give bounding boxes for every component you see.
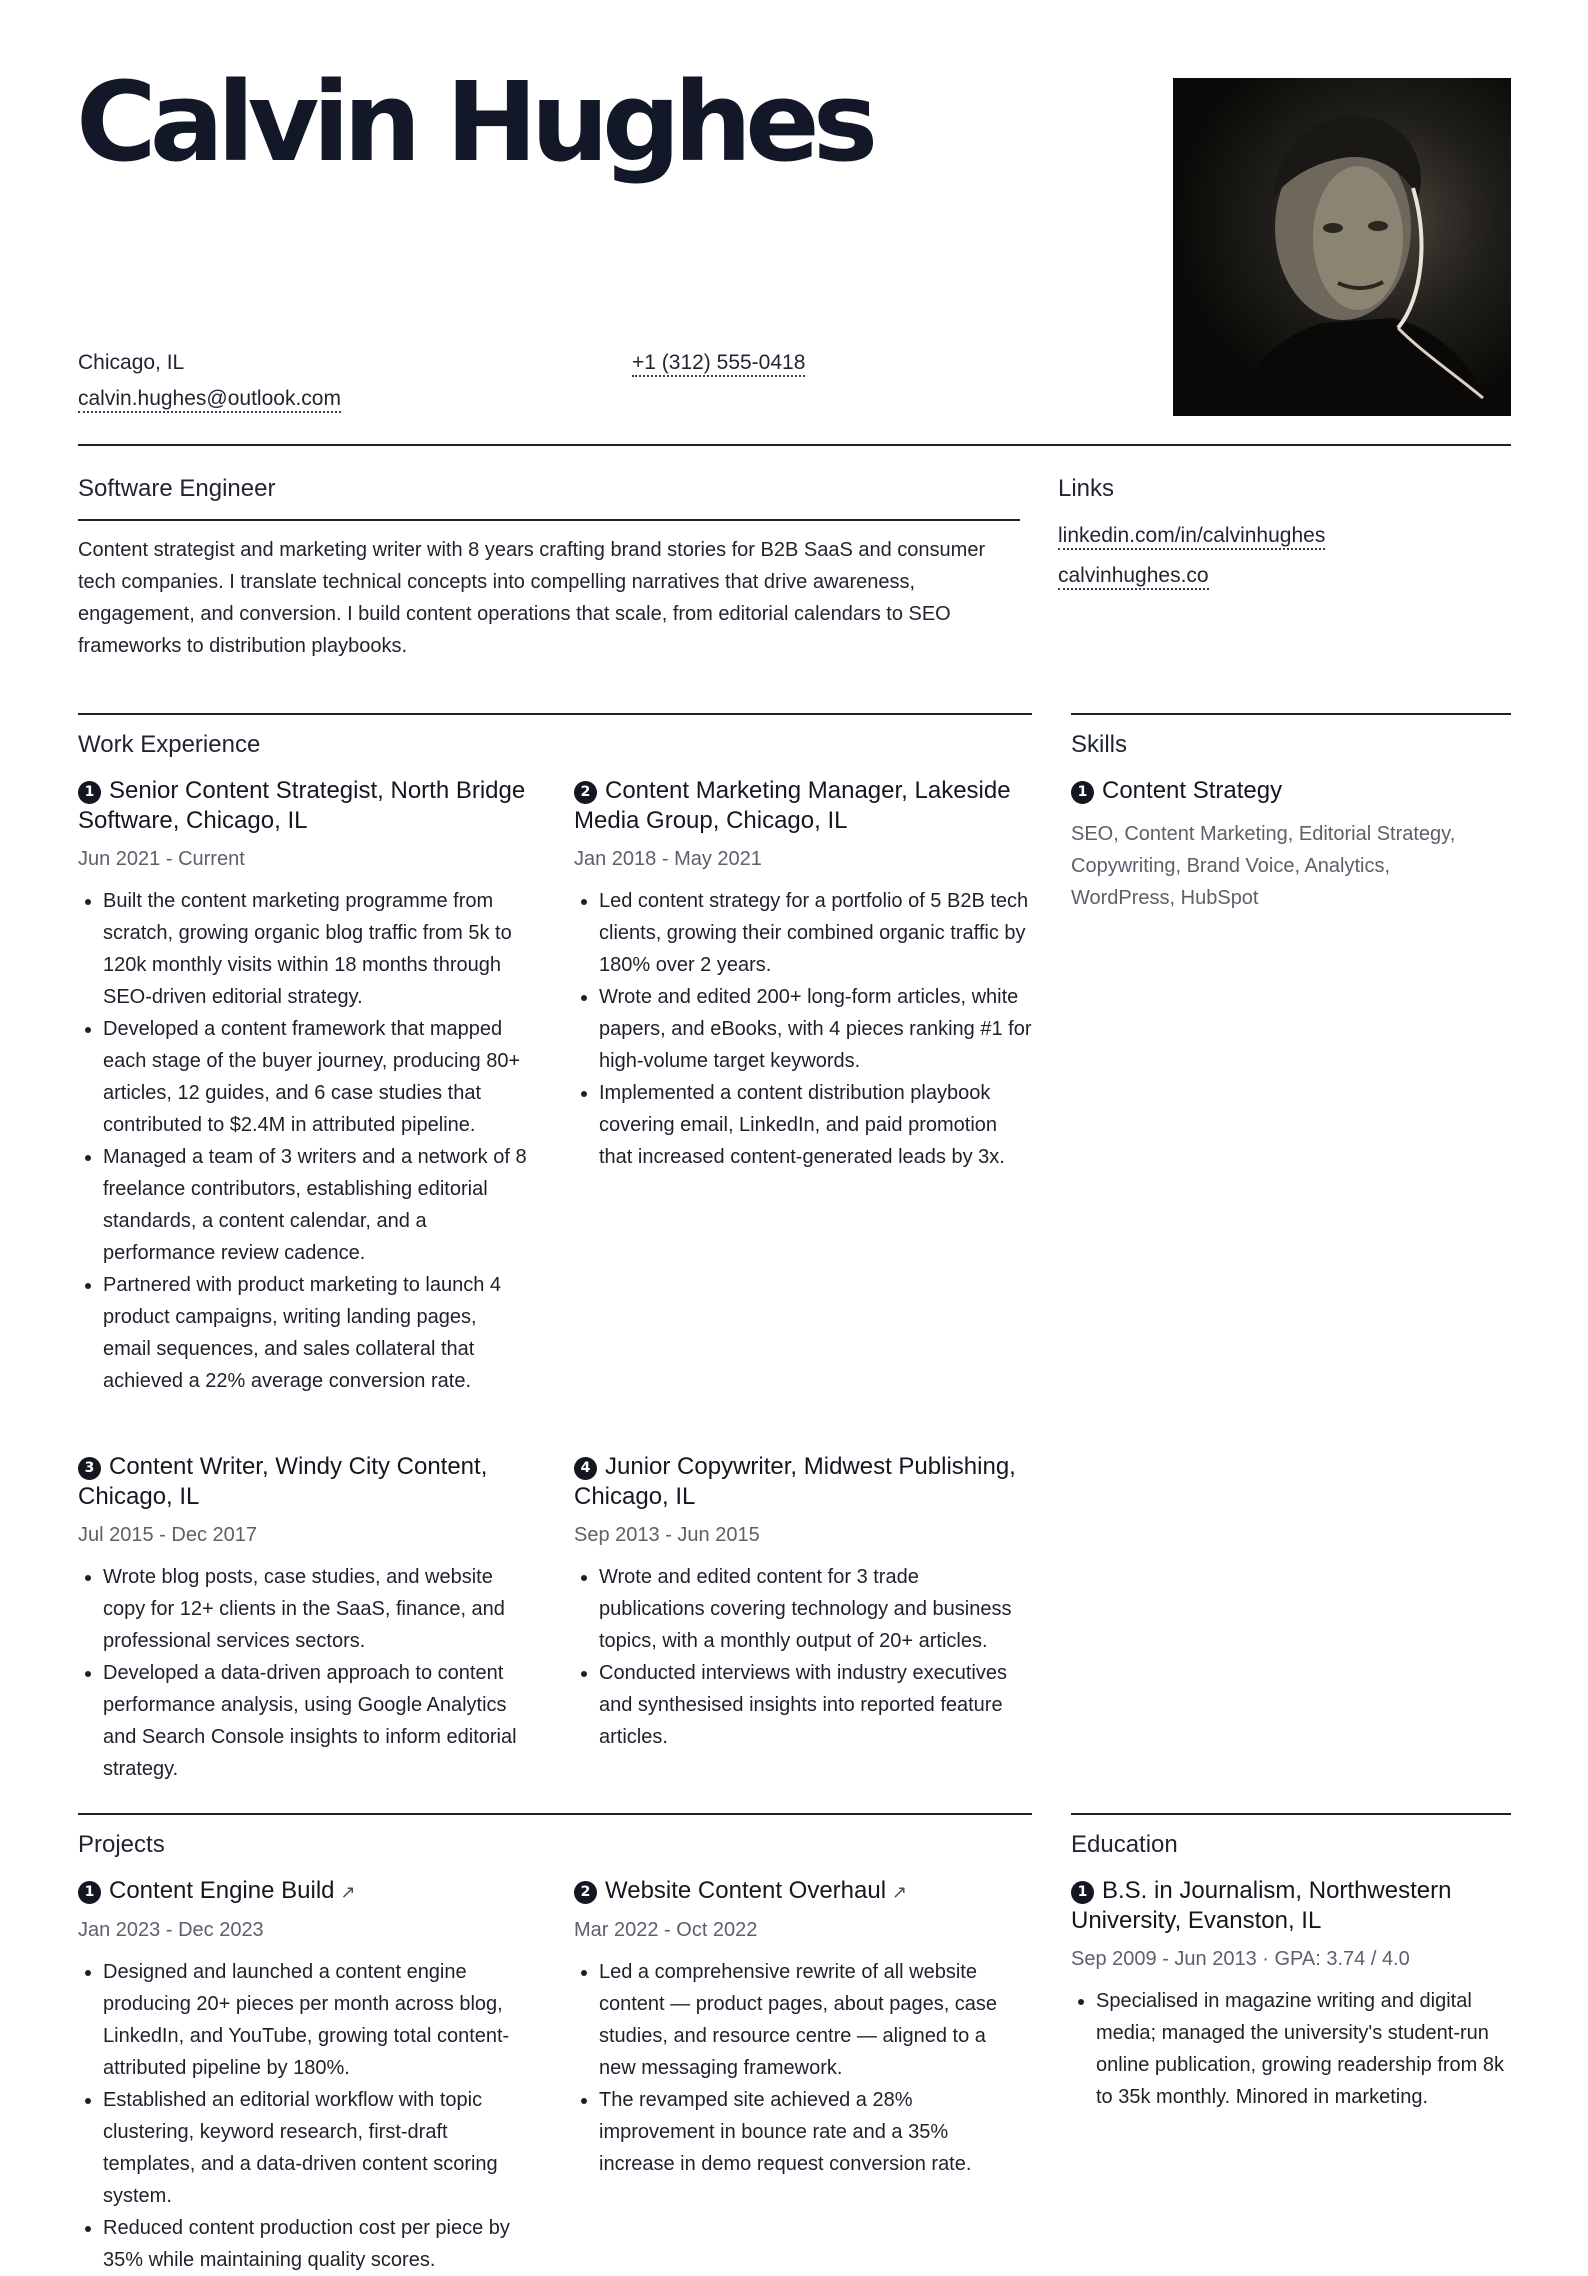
contact-location: Chicago, IL xyxy=(78,351,185,374)
job-entry xyxy=(78,1452,528,1785)
skills-divider xyxy=(1071,713,1511,715)
bullet-item: • Established an editorial workflow with topic clustering, keyword research, first-draft templates, and a data-driven content scoring system. xyxy=(103,2084,528,2212)
project-bullets xyxy=(574,1956,1024,2180)
work-divider xyxy=(78,713,1032,715)
external-link-icon[interactable]: ↗ xyxy=(340,1882,356,1902)
projects-heading: Projects xyxy=(78,1831,165,1858)
bullet-item: • Specialised in magazine writing and digital media; managed the university's student-run online publication, growing readership from 8k to 35k monthly. Minored in marketing. xyxy=(1096,1985,1511,2113)
education-bullets xyxy=(1071,1985,1511,2113)
bullet-item: • Wrote blog posts, case studies, and website copy for 12+ clients in the SaaS, finance, and professional services sectors. xyxy=(103,1561,528,1657)
number-badge: 1 xyxy=(78,781,101,804)
email-link[interactable]: calvin.hughes@outlook.com xyxy=(78,387,341,413)
project-title[interactable]: 2 Website Content Overhaul ↗ xyxy=(574,1876,1024,1907)
project-bullets xyxy=(78,1956,528,2276)
project-dates: Mar 2022 - Oct 2022 xyxy=(574,1919,758,1941)
job-bullets xyxy=(78,1561,528,1785)
job-title: 4 Junior Copywriter, Midwest Publishing, Chicago, IL xyxy=(574,1453,1016,1510)
candidate-name: Calvin Hughes xyxy=(76,58,872,186)
job-entry xyxy=(574,776,1034,1173)
links-item-website[interactable] xyxy=(1058,564,1209,588)
job-dates: Jan 2018 - May 2021 xyxy=(574,848,762,870)
job-title: 3 Content Writer, Windy City Content, Chicago, IL xyxy=(78,1453,488,1510)
bullet-item: • Wrote and edited content for 3 trade publications covering technology and business topics, with a monthly output of 20+ articles. xyxy=(599,1561,1024,1657)
bullet-item: • Implemented a content distribution playbook covering email, LinkedIn, and paid promotion that increased content-generated leads by 3x. xyxy=(599,1077,1034,1173)
bullet-item: • Partnered with product marketing to launch 4 product campaigns, writing landing pages, email sequences, and sales collateral that achieved a 22% average conversion rate. xyxy=(103,1269,528,1397)
linkedin-link[interactable]: linkedin.com/in/calvinhughes xyxy=(1058,524,1325,550)
job-dates: Sep 2013 - Jun 2015 xyxy=(574,1524,760,1546)
bullet-item: • Led content strategy for a portfolio of 5 B2B tech clients, growing their combined organic traffic by 180% over 2 years. xyxy=(599,885,1034,981)
bullet-item: • Led a comprehensive rewrite of all website content — product pages, about pages, case studies, and resource centre — aligned to a new messaging framework. xyxy=(599,1956,1024,2084)
number-badge: 3 xyxy=(78,1457,101,1480)
summary-text: Content strategist and marketing writer with 8 years crafting brand stories for B2B SaaS and consumer tech companies. I translate technical concepts into compelling narratives that drive awareness, engagement, and conversion. I build content operations that scale, from editorial calendars to SEO frameworks to distribution playbooks. xyxy=(78,539,986,657)
skill-list: SEO, Content Marketing, Editorial Strategy, Copywriting, Brand Voice, Analytics, WordPress, HubSpot xyxy=(1071,823,1456,909)
skill-group xyxy=(1071,776,1491,914)
number-badge: 1 xyxy=(78,1881,101,1904)
number-badge: 2 xyxy=(574,1881,597,1904)
bullet-item: • Conducted interviews with industry executives and synthesised insights into reported feature articles. xyxy=(599,1657,1024,1753)
bullet-item: • Designed and launched a content engine producing 20+ pieces per month across blog, LinkedIn, and YouTube, growing total content-attributed pipeline by 180%. xyxy=(103,1956,528,2084)
project-title[interactable]: 1 Content Engine Build ↗ xyxy=(78,1876,528,1907)
phone-link[interactable]: +1 (312) 555-0418 xyxy=(632,351,805,377)
education-title: 1 B.S. in Journalism, Northwestern University, Evanston, IL xyxy=(1071,1877,1452,1934)
number-badge: 1 xyxy=(1071,1881,1094,1904)
job-dates: Jun 2021 - Current xyxy=(78,848,245,870)
bullet-item: • Wrote and edited 200+ long-form articles, white papers, and eBooks, with 4 pieces ranking #1 for high-volume target keywords. xyxy=(599,981,1034,1077)
external-link-icon[interactable]: ↗ xyxy=(892,1882,908,1902)
bullet-item: • The revamped site achieved a 28% improvement in bounce rate and a 35% increase in demo request conversion rate. xyxy=(599,2084,1024,2180)
education-dates: Sep 2009 - Jun 2013 · GPA: 3.74 / 4.0 xyxy=(1071,1948,1410,1970)
job-entry xyxy=(574,1452,1024,1753)
header-divider xyxy=(78,444,1511,446)
job-bullets xyxy=(574,885,1034,1173)
number-badge: 1 xyxy=(1071,781,1094,804)
skills-heading: Skills xyxy=(1071,731,1128,758)
job-title: 2 Content Marketing Manager, Lakeside Media Group, Chicago, IL xyxy=(574,777,1011,834)
bullet-item: • Managed a team of 3 writers and a network of 8 freelance contributors, establishing editorial standards, a content calendar, and a performance review cadence. xyxy=(103,1141,528,1269)
job-entry xyxy=(78,776,528,1397)
job-title: 1 Senior Content Strategist, North Bridge Software, Chicago, IL xyxy=(78,777,526,834)
portrait-illustration xyxy=(1173,78,1511,416)
headline-divider xyxy=(78,519,1020,521)
website-link[interactable]: calvinhughes.co xyxy=(1058,564,1209,590)
job-dates: Jul 2015 - Dec 2017 xyxy=(78,1524,258,1546)
contact-email[interactable] xyxy=(78,387,341,411)
number-badge: 4 xyxy=(574,1457,597,1480)
links-item-linkedin[interactable] xyxy=(1058,524,1325,548)
project-entry xyxy=(574,1876,1024,2180)
number-badge: 2 xyxy=(574,781,597,804)
project-entry xyxy=(78,1876,528,2276)
profile-photo xyxy=(1173,78,1511,416)
work-heading: Work Experience xyxy=(78,731,261,758)
skill-group-title: 1 Content Strategy xyxy=(1071,776,1491,806)
education-entry xyxy=(1071,1876,1511,2113)
education-heading: Education xyxy=(1071,1831,1178,1858)
links-heading: Links xyxy=(1058,475,1115,502)
headline: Software Engineer xyxy=(78,475,276,502)
bullet-item: • Developed a data-driven approach to content performance analysis, using Google Analytics and Search Console insights to inform editorial strategy. xyxy=(103,1657,528,1785)
education-divider xyxy=(1071,1813,1511,1815)
job-bullets xyxy=(78,885,528,1397)
bullet-item: • Built the content marketing programme from scratch, growing organic blog traffic from 5k to 120k monthly visits within 18 months through SEO-driven editorial strategy. xyxy=(103,885,528,1013)
bullet-item: • Reduced content production cost per piece by 35% while maintaining quality scores. xyxy=(103,2212,528,2276)
job-bullets xyxy=(574,1561,1024,1753)
contact-phone[interactable] xyxy=(632,351,805,375)
project-dates: Jan 2023 - Dec 2023 xyxy=(78,1919,264,1941)
bullet-item: • Developed a content framework that mapped each stage of the buyer journey, producing 80+ articles, 12 guides, and 6 case studies that contributed to $2.4M in attributed pipeline. xyxy=(103,1013,528,1141)
projects-divider xyxy=(78,1813,1032,1815)
